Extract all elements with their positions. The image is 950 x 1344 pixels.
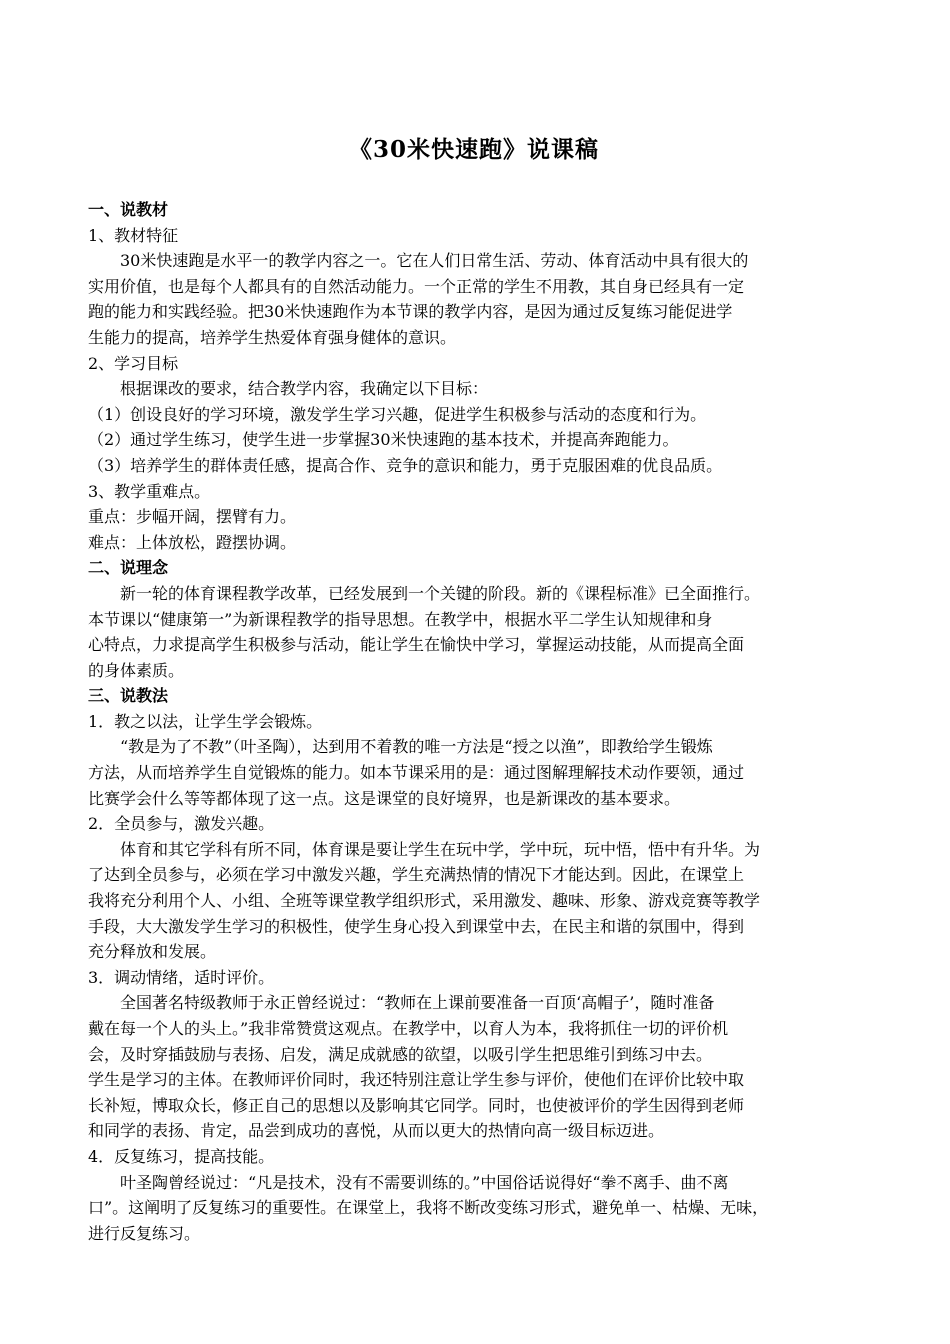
paragraph-line: 长补短，博取众长，修正自己的思想以及影响其它同学。同时，也使被评价的学生因得到老师 — [88, 1095, 745, 1115]
paragraph-line: 了达到全员参与，必须在学习中激发兴趣，学生充满热情的情况下才能达到。因此，在课堂上 — [88, 865, 745, 885]
document-page — [88, 133, 860, 1246]
paragraph-line: 充分释放和发展。 — [88, 942, 217, 962]
paragraph-line: 叶圣陶曾经说过：“凡是技术，没有不需要训练的。”中国俗话说得好“拳不离手、曲不离 — [120, 1172, 729, 1192]
paragraph-line: （2）通过学生练习，使学生进一步掌握30米快速跑的基本技术，并提高奔跑能力。 — [88, 430, 679, 450]
paragraph-line: 2、学习目标 — [88, 353, 179, 373]
paragraph-line: “教是为了不教”（叶圣陶），达到用不着教的唯一方法是“授之以渔”，即教给学生锻炼 — [120, 737, 713, 757]
paragraph-line: 1、教材特征 — [88, 225, 179, 245]
paragraph-line: 2．全员参与，激发兴趣。 — [88, 814, 275, 834]
paragraph-line: 手段，大大激发学生学习的积极性，使学生身心投入到课堂中去，在民主和谐的氛围中，得到 — [88, 916, 745, 936]
paragraph-line: 比赛学会什么等等都体现了这一点。这是课堂的良好境界，也是新课改的基本要求。 — [88, 788, 681, 808]
paragraph-line: （1）创设良好的学习环境，激发学生学习兴趣，促进学生积极参与活动的态度和行为。 — [88, 404, 707, 424]
paragraph-line: 体育和其它学科有所不同，体育课是要让学生在玩中学，学中玩，玩中悟，悟中有升华。为 — [120, 839, 761, 859]
paragraph-line: 的身体素质。 — [88, 660, 185, 680]
paragraph-line: 重点：步幅开阔，摆臂有力。 — [88, 507, 297, 527]
paragraph-line: 实用价值，也是每个人都具有的自然活动能力。一个正常的学生不用教，其自身已经具有一定 — [88, 276, 745, 296]
paragraph-line: 根据课改的要求，结合教学内容，我确定以下目标： — [120, 379, 489, 399]
paragraph-line: （3）培养学生的群体责任感，提高合作、竞争的意识和能力，勇于克服困难的优良品质。 — [88, 455, 723, 475]
section-heading: 二、说理念 — [88, 558, 169, 578]
section-heading: 三、说教法 — [88, 686, 169, 706]
paragraph-line: 口”。这阐明了反复练习的重要性。在课堂上，我将不断改变练习形式，避免单一、枯燥、无味， — [88, 1198, 769, 1218]
paragraph-line: 会，及时穿插鼓励与表扬、启发，满足成就感的欲望，以吸引学生把思维引到练习中去。 — [88, 1044, 713, 1064]
paragraph-line: 跑的能力和实践经验。把30米快速跑作为本节课的教学内容，是因为通过反复练习能促进学 — [88, 302, 733, 322]
paragraph-line: 我将充分利用个人、小组、全班等课堂教学组织形式，采用激发、趣味、形象、游戏竞赛等教学 — [88, 891, 761, 911]
paragraph-line: 1．教之以法，让学生学会锻炼。 — [88, 711, 323, 731]
paragraph-line: 戴在每一个人的头上。”我非常赞赏这观点。在教学中，以育人为本，我将抓住一切的评价机 — [88, 1019, 729, 1038]
paragraph-line: 新一轮的体育课程教学改革，已经发展到一个关键的阶段。新的《课程标准》已全面推行。 — [120, 583, 761, 603]
paragraph-line: 方法，从而培养学生自觉锻炼的能力。如本节课采用的是：通过图解理解技术动作要领，通过 — [88, 763, 745, 783]
section-heading: 一、说教材 — [88, 200, 169, 219]
paragraph-line: 难点：上体放松，蹬摆协调。 — [88, 532, 297, 552]
paragraph-line: 本节课以“健康第一”为新课程教学的指导思想。在教学中，根据水平二学生认知规律和身 — [88, 609, 713, 629]
paragraph-line: 30米快速跑是水平一的教学内容之一。它在人们日常生活、劳动、体育活动中具有很大的 — [120, 251, 749, 271]
paragraph-line: 3、教学重难点。 — [88, 481, 211, 501]
paragraph-line: 心特点，力求提高学生积极参与活动，能让学生在愉快中学习，掌握运动技能，从而提高全面 — [88, 635, 745, 655]
paragraph-line: 3．调动情绪，适时评价。 — [88, 967, 275, 987]
paragraph-line: 进行反复练习。 — [88, 1223, 201, 1243]
document-title: 《30米快速跑》说课稿 — [348, 136, 599, 163]
paragraph-line: 学生是学习的主体。在教师评价同时，我还特别注意让学生参与评价，使他们在评价比较中取 — [88, 1070, 745, 1090]
paragraph-line: 生能力的提高，培养学生热爱体育强身健体的意识。 — [88, 327, 457, 347]
document-body — [88, 197, 860, 1246]
paragraph-line: 4．反复练习，提高技能。 — [88, 1146, 275, 1166]
paragraph-line: 和同学的表扬、肯定，品尝到成功的喜悦，从而以更大的热情向高一级目标迈进。 — [88, 1121, 665, 1141]
paragraph-line: 全国著名特级教师于永正曾经说过：“教师在上课前要准备一百顶‘高帽子’，随时准备 — [120, 993, 715, 1013]
